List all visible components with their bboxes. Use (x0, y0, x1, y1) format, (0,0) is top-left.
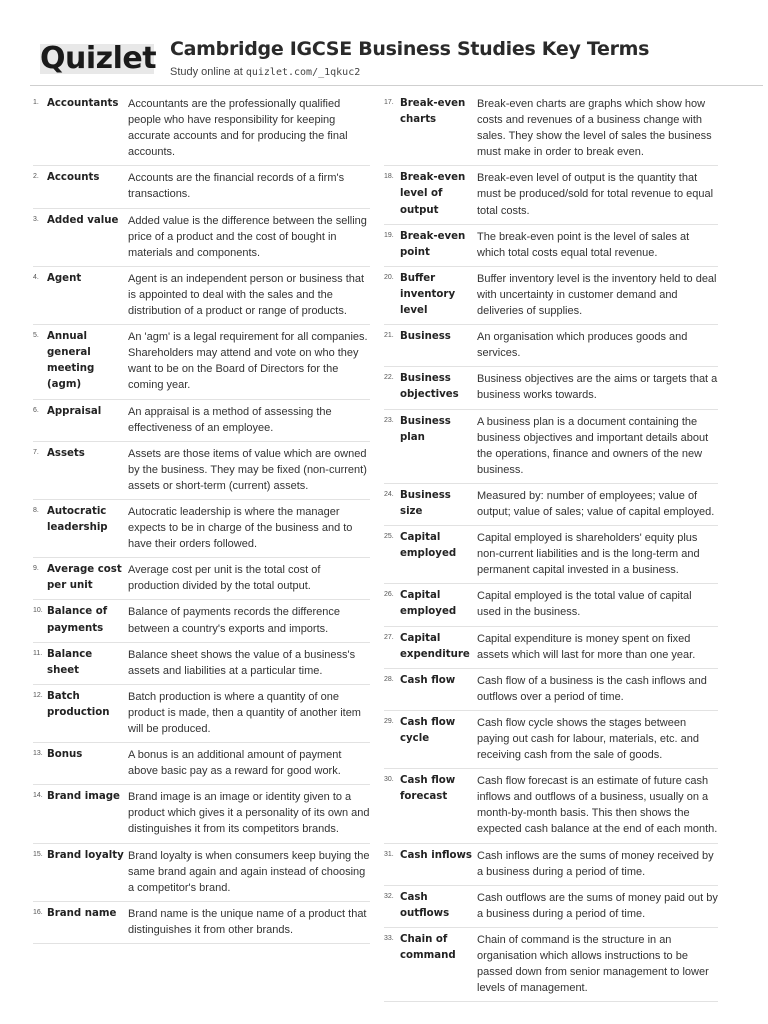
term-number: 29. (384, 717, 394, 725)
term-name: Capital expenditure (400, 632, 470, 660)
term-definition: Cash flow of a business is the cash inflows and outflows over a period of time. (477, 674, 707, 703)
term-entry (384, 673, 718, 711)
term-definition: Balance sheet shows the value of a business's assets and liabilities at a particular time. (128, 648, 356, 677)
term-number: 19. (384, 231, 394, 239)
term-name: Appraisal (47, 405, 102, 417)
term-number: 5. (33, 332, 39, 340)
terms-column-left (33, 96, 370, 948)
term-entry (384, 890, 718, 928)
term-number: 12. (33, 691, 43, 699)
term-number: 33. (384, 934, 394, 942)
term-number: 25. (384, 533, 394, 541)
term-number: 32. (384, 892, 394, 900)
term-entry (33, 604, 370, 642)
document-header (0, 0, 768, 88)
term-entry (33, 906, 370, 944)
term-definition: Brand loyalty is when consumers keep buying the same brand again and again instead of choosing a competitor's brand. (128, 849, 370, 894)
term-entry (33, 848, 370, 902)
term-entry (33, 271, 370, 325)
term-entry (33, 213, 370, 267)
term-number: 31. (384, 850, 394, 858)
term-definition: Average cost per unit is the total cost of production divided by the total output. (128, 564, 321, 593)
term-number: 8. (33, 506, 39, 514)
term-entry (384, 414, 718, 484)
term-number: 23. (384, 416, 394, 424)
header-divider (30, 85, 763, 86)
term-definition: Brand name is the unique name of a product that distinguishes it from other brands. (128, 907, 367, 936)
term-name: Cash inflows (400, 849, 472, 861)
term-entry (384, 96, 718, 166)
term-entry (33, 647, 370, 685)
term-definition: Accountants are the professionally qualified people who have responsibility for keeping accurate accounts and for producing the final accounts. (128, 98, 348, 159)
term-name: Break-even level of output (400, 172, 466, 216)
term-entry (384, 773, 718, 843)
term-entry (384, 271, 718, 325)
term-definition: Measured by: number of employees; value of output; value of sales; value of capital employed. (477, 489, 715, 518)
term-number: 27. (384, 633, 394, 641)
term-entry (33, 404, 370, 442)
term-number: 2. (33, 173, 39, 181)
term-number: 1. (33, 99, 39, 106)
term-definition: Cash flow forecast is an estimate of future cash inflows and outflows of a business, usually on a month-by-month basis. This then shows the expected cash balance at the end of each month. (477, 775, 718, 836)
term-name: Cash flow cycle (400, 716, 456, 744)
term-entry (384, 588, 718, 626)
term-name: Accountants (47, 98, 119, 109)
term-definition: Cash flow cycle shows the stages between paying out cash for labour, materials, etc. and receiving cash from the sale of goods. (477, 716, 699, 762)
term-name: Break-even charts (400, 98, 466, 126)
term-entry (33, 747, 370, 785)
term-number: 15. (33, 850, 43, 858)
term-number: 10. (33, 607, 43, 615)
term-number: 4. (33, 273, 39, 281)
term-number: 11. (33, 649, 43, 657)
term-number: 6. (33, 406, 39, 414)
term-number: 26. (384, 591, 394, 599)
term-entry (384, 631, 718, 669)
term-entry (384, 229, 718, 267)
term-entry (33, 504, 370, 558)
term-definition: Break-even level of output is the quantity that must be produced/sold for total revenue to equal total costs. (477, 172, 714, 217)
term-entry (33, 562, 370, 600)
term-name: Accounts (47, 172, 100, 184)
term-definition: Added value is the difference between the selling price of a product and the cost of bought in materials and components. (128, 214, 367, 259)
term-number: 16. (33, 908, 43, 916)
terms-column-right (384, 96, 718, 1006)
term-entry (33, 96, 370, 166)
term-name: Bonus (47, 749, 83, 761)
term-definition: Cash inflows are the sums of money received by a business during a period of time. (477, 849, 714, 878)
term-definition: Business objectives are the aims or targets that a business works towards. (477, 373, 718, 402)
document-title: Cambridge IGCSE Business Studies Key Terms (170, 38, 650, 60)
term-number: 18. (384, 173, 394, 181)
term-number: 14. (33, 792, 43, 800)
term-definition: A bonus is an additional amount of payment above basic pay as a reward for good work. (128, 749, 342, 778)
term-number: 9. (33, 565, 39, 573)
term-definition: Autocratic leadership is where the manager expects to be in charge of the business and to have their orders followed. (128, 505, 353, 551)
study-online-line (170, 66, 360, 78)
term-definition: Cash outflows are the sums of money paid out by a business during a period of time. (477, 891, 718, 920)
term-number: 13. (33, 750, 43, 758)
term-entry (33, 689, 370, 743)
term-name: Cash outflows (400, 891, 450, 919)
term-definition: An organisation which produces goods and services. (477, 331, 688, 360)
term-name: Agent (47, 272, 82, 284)
term-number: 21. (384, 332, 394, 340)
term-name: Added value (47, 214, 119, 226)
term-definition: The break-even point is the level of sales at which total costs equal total revenue. (477, 230, 690, 259)
term-name: Cash flow (400, 674, 456, 686)
term-name: Annual general meeting (agm) (47, 331, 95, 391)
term-name: Autocratic leadership (47, 505, 108, 534)
term-definition: An 'agm' is a legal requirement for all companies. Shareholders may attend and vote on who they want to be on the Board of Directors for the coming year. (128, 331, 368, 392)
term-number: 20. (384, 273, 394, 281)
term-name: Brand image (47, 791, 120, 803)
study-online-url[interactable]: quizlet.com/_1qkuc2 (245, 67, 361, 78)
term-entry (384, 170, 718, 224)
term-name: Buffer inventory level (400, 272, 456, 317)
term-number: 3. (33, 215, 39, 223)
term-name: Cash flow forecast (400, 775, 456, 803)
term-name: Brand loyalty (47, 849, 124, 861)
term-definition: Capital expenditure is money spent on fixed assets which will last for more than one year. (477, 632, 696, 661)
term-number: 30. (384, 776, 394, 784)
term-name: Business (400, 331, 451, 343)
term-name: Business objectives (400, 373, 459, 401)
term-entry (33, 329, 370, 399)
term-entry (384, 530, 718, 584)
term-entry (384, 329, 718, 367)
term-definition: Balance of payments records the difference between a country's exports and imports. (128, 606, 340, 635)
term-name: Batch production (47, 690, 110, 718)
term-definition: Capital employed is the total value of capital used in the business. (477, 590, 692, 619)
term-definition: A business plan is a document containing the business objectives and important details about the operations, finance and owners of the new business. (477, 415, 709, 476)
term-number: 22. (384, 374, 394, 382)
quizlet-logo: Quizlet (40, 41, 157, 76)
term-definition: Batch production is where a quantity of one product is made, then a quantity of another item will be produced. (128, 690, 361, 735)
term-number: 24. (384, 490, 394, 498)
term-name: Assets (47, 447, 85, 459)
term-name: Business plan (400, 415, 451, 443)
term-name: Chain of command (400, 933, 456, 962)
term-definition: Assets are those items of value which are owned by the business. They may be fixed (non-current) assets or short-term (current) assets. (128, 447, 367, 492)
term-name: Balance of payments (47, 606, 108, 634)
term-entry (33, 446, 370, 500)
study-online-label: Study online at (170, 66, 246, 78)
term-name: Capital employed (400, 532, 457, 560)
term-name: Capital employed (400, 590, 457, 618)
term-definition: Agent is an independent person or business that is appointed to deal with the sales and the distribution of a product or range of products. (128, 272, 365, 318)
term-definition: Buffer inventory level is the inventory held to deal with uncertainty in customer demand and deliveries of supplies. (477, 272, 717, 318)
term-definition: Capital employed is shareholders' equity plus non-current liabilities and is the long-term and permanent capital invested in a business. (477, 532, 700, 577)
term-definition: Accounts are the financial records of a firm's transactions. (128, 172, 345, 201)
term-definition: Chain of command is the structure in an organisation which allows instructions to be passed down from senior management to lower levels of management. (477, 933, 709, 995)
term-entry (384, 848, 718, 886)
term-entry (384, 488, 718, 526)
term-name: Brand name (47, 907, 117, 919)
term-name: Break-even point (400, 230, 466, 258)
term-number: 7. (33, 448, 39, 456)
term-name: Balance sheet (47, 648, 93, 676)
term-entry (384, 932, 718, 1002)
term-entry (384, 715, 718, 769)
term-entry (33, 170, 370, 208)
term-definition: Brand image is an image or identity given to a product which gives it a personality of its own and distinguishes it from its competitors brands. (128, 791, 370, 836)
term-name: Business size (400, 489, 451, 517)
term-name: Average cost per unit (47, 564, 122, 592)
term-entry (33, 789, 370, 843)
term-definition: Break-even charts are graphs which show how costs and revenues of a business change with sales. They show the level of sales the business must make in order to break even. (477, 98, 712, 159)
term-number: 17. (384, 99, 394, 106)
term-definition: An appraisal is a method of assessing the effectiveness of an employee. (128, 405, 332, 434)
term-entry (384, 371, 718, 409)
term-number: 28. (384, 675, 394, 683)
